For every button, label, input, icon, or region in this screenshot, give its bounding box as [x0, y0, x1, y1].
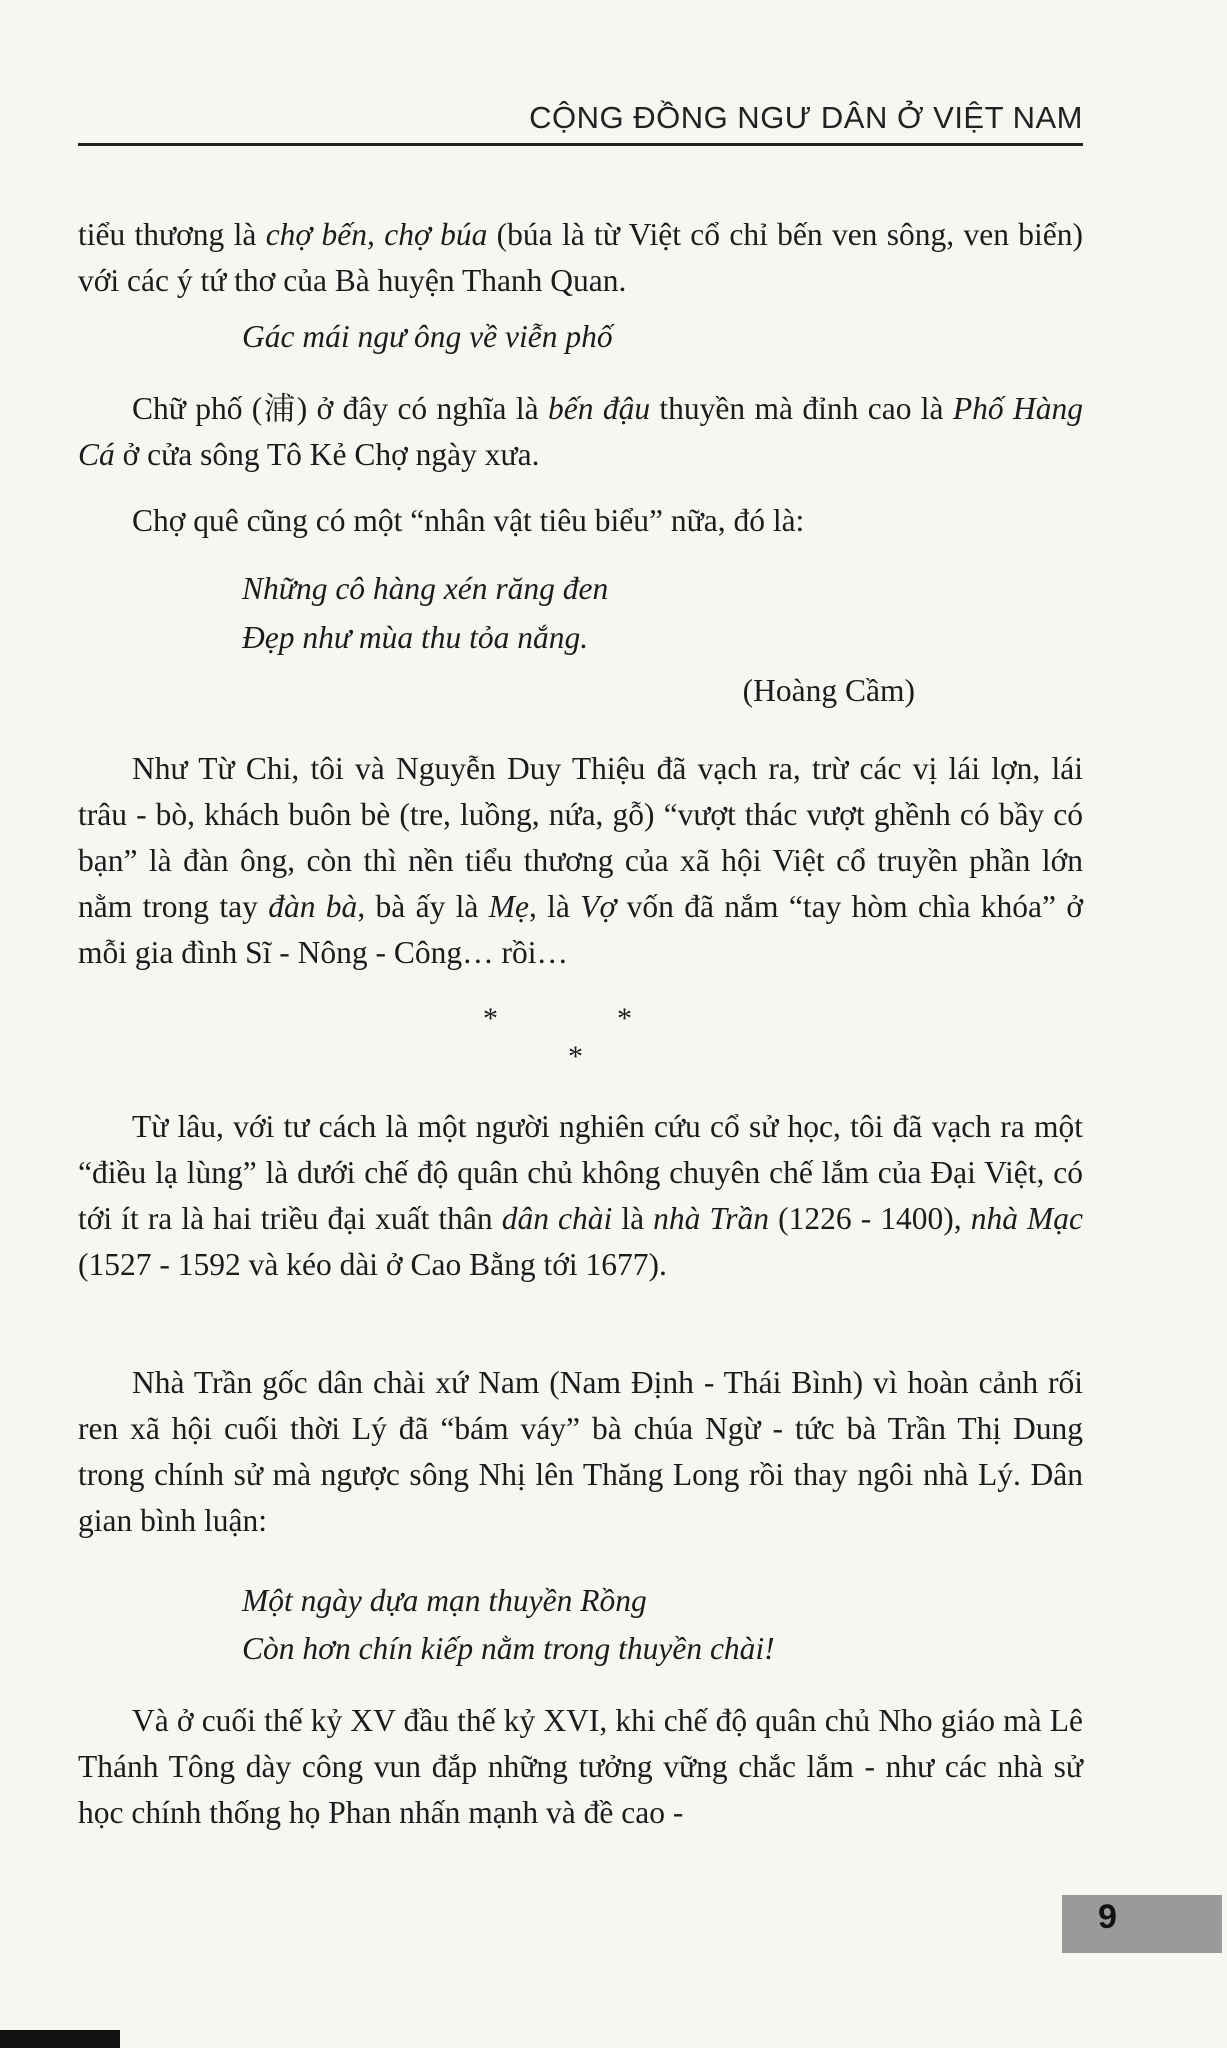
running-header: CỘNG ĐỒNG NGƯ DÂN Ở VIỆT NAM	[529, 100, 1083, 135]
verse-attribution: (Hoàng Cầm)	[742, 673, 915, 708]
verse-line: Những cô hàng xén răng đen	[242, 571, 609, 606]
separator-star: *	[568, 1040, 583, 1073]
verse-line: Còn hơn chín kiếp nằm trong thuyền chài!	[242, 1631, 775, 1666]
paragraph-3: Chợ quê cũng có một “nhân vật tiêu biểu” nữa, đó là:	[132, 503, 805, 538]
page-number-tab	[1062, 1895, 1222, 1953]
paragraph-7: Và ở cuối thế kỷ XV đầu thế kỷ XVI, khi chế độ quân chủ Nho giáo mà Lê Thánh Tông dày công vun đắp những tưởng vững chắc lắm - như các nhà sử học chính thống họ Phan nhấn mạnh và đề cao -	[78, 1703, 1083, 1830]
header-rule	[78, 143, 1083, 146]
verse-line: Đẹp như mùa thu tỏa nắng.	[242, 620, 589, 655]
verse-line: Một ngày dựa mạn thuyền Rồng	[242, 1583, 647, 1618]
paragraph-4: Như Từ Chi, tôi và Nguyễn Duy Thiệu đã vạch ra, trừ các vị lái lợn, lái trâu - bò, khách buôn bè (tre, luồng, nứa, gỗ) “vượt thác vượt ghềnh có bầy có bạn” là đàn ông, còn thì nền tiểu thương của xã hội Việt cổ truyền phần lớn nằm trong tay đàn bà, bà ấy là Mẹ, là Vợ vốn đã nắm “tay hòm chìa khóa” ở mỗi gia đình Sĩ - Nông - Công… rồi…	[78, 751, 1084, 970]
paragraph-6: Nhà Trần gốc dân chài xứ Nam (Nam Định - Thái Bình) vì hoàn cảnh rối ren xã hội cuối thời Lý đã “bám váy” bà chúa Ngừ - tức bà Trần Thị Dung trong chính sử mà ngược sông Nhị lên Thăng Long rồi thay ngôi nhà Lý. Dân gian bình luận:	[78, 1365, 1083, 1538]
paragraph-5: Từ lâu, với tư cách là một người nghiên cứu cổ sử học, tôi đã vạch ra một “điều lạ lùng” là dưới chế độ quân chủ không chuyên chế lắm của Đại Việt, có tới ít ra là hai triều đại xuất thân dân chài là nhà Trần (1226 - 1400), nhà Mạc (1527 - 1592 và kéo dài ở Cao Bằng tới 1677).	[78, 1109, 1083, 1282]
page-number: 9	[1098, 1898, 1117, 1936]
paragraph-2: Chữ phố (浦) ở đây có nghĩa là bến đậu thuyền mà đỉnh cao là Phố Hàng Cá ở cửa sông Tô Kẻ Chợ ngày xưa.	[78, 391, 1083, 472]
paragraph-1: tiểu thương là chợ bến, chợ búa (búa là từ Việt cổ chỉ bến ven sông, ven biển) với các ý tứ thơ của Bà huyện Thanh Quan.	[78, 217, 1083, 298]
separator-star: *	[617, 1002, 632, 1035]
page-edge-shadow	[0, 2030, 120, 2048]
separator-star: *	[483, 1002, 498, 1035]
verse-line: Gác mái ngư ông về viễn phố	[242, 319, 613, 354]
